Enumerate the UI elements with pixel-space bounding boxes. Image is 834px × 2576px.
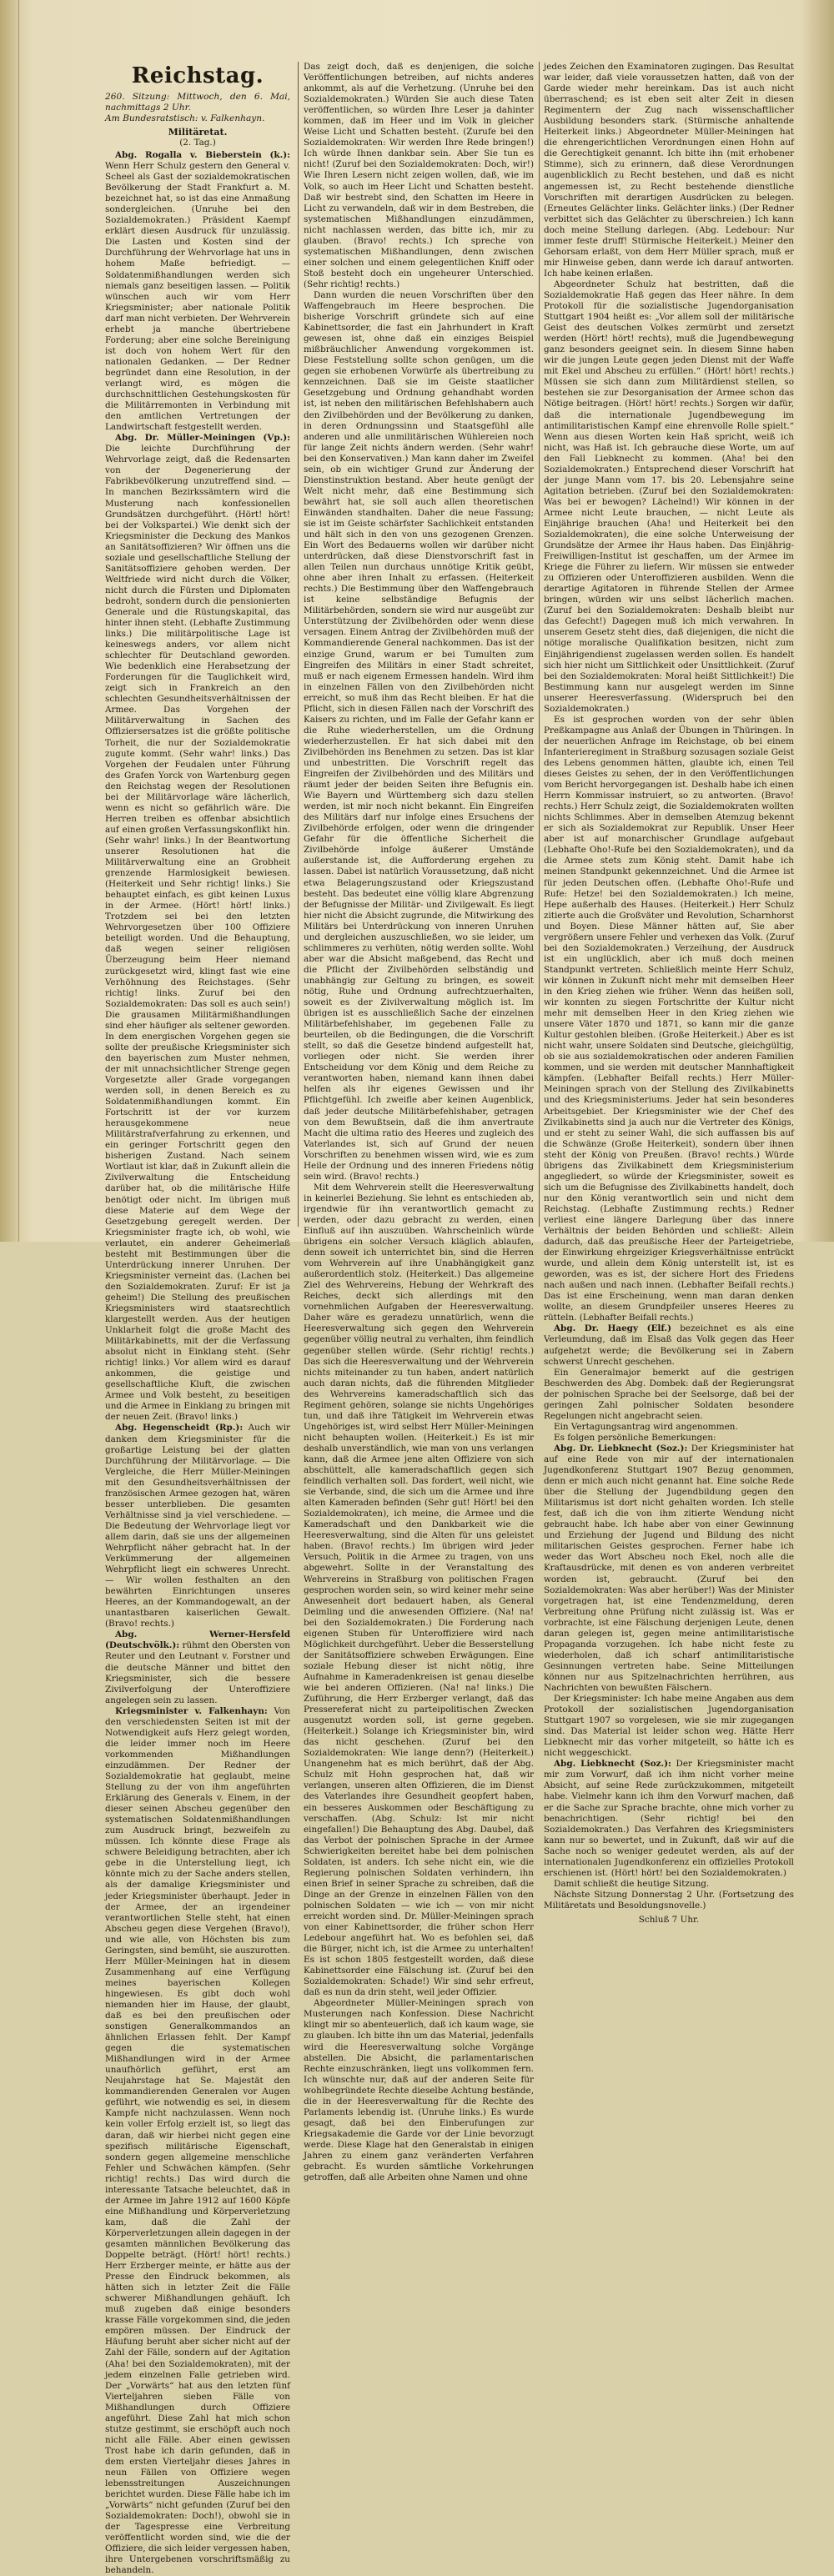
paragraph-text: Die leichte Durchführung der Wehrvorlage zeigt, daß die Redensarten von der Degenerierung der Fabrikbevölkerung unzutreffend sind. — In manchen Bezirkssämtern wird die Musterung nach konfessionellen Grundsätzen durchgeführt. (Hört! hört! bei der Volkspartei.) Wie denkt sich der Kriegsminister die Deckung des Mankos an Sanitätsoffizieren? Wir öffnen uns die soziale und gesellschaftliche Stellung der Sanitätsoffiziere gehoben werden. Der Weltfriede wird nicht durch die Völker, nicht durch die Fürsten und Diplomaten bedroht, sondern durch die pensionierten Generale und die Rüstungskapital, das hinter ihnen steht. (Lebhafte Zustimmung links.) Die militärpolitische Lage ist keineswegs anders, vor allem nicht schlechter für Deutschland geworden. Wie bedenklich eine Herabsetzung der Forderungen für die Tauglichkeit wird, zeigt sich in Frankreich an den schlechten Gesundheitsverhältnissen der Armee. Das Vorgehen der Militärverwaltung in Sachen des Offiziersersatzes ist die größte politische Torheit, die nur der Sozialdemokratie zugute kommt. (Sehr wahr! links.) Das Vorgehen der Feudalen unter Führung des Grafen Yorck von Wartenburg gegen den Reichstag wegen der Resolutionen bei der Militärvorlage wäre lächerlich, wenn es nicht so gefährlich wäre. Die Herren treiben es offenbar absichtlich auf einen großen Verfassungskonflikt hin. (Sehr wahr! links.) In der Beantwortung unserer Resolutionen hat die Militärverwaltung eine an Grobheit grenzende Harmlosigkeit bewiesen. (Heiterkeit und Sehr richtig! links.) Sie behauptet einfach, es gibt keinen Luxus in der Armee. (Hört! hört! links.) Trotzdem sei bei den letzten Wehrvorgesetzen über 100 Offiziere beteiligt worden. Und die Behauptung, daß wegen seiner religiösen Überzeugung beim Heer niemand zurückgesetzt wird, klingt fast wie eine Verhöhnung des Reichstages. (Sehr richtig! links. Zuruf bei den Sozialdemokraten: Das soll es auch sein!) Die grausamen Militärmißhandlungen sind eher häufiger als seltener geworden. In dem energischen Vorgehen gegen sie sollte der preußische Kriegsminister sich den bayerischen zum Muster nehmen, der mit unnachsichtlicher Strenge gegen Vorgesetzte aller Grade vorgegangen werden soll, in denen Bereich es zu Soldatenmißhandlungen kommt. Ein Fortschritt ist der vor kurzem herausgekommene neue Militärstrafverfahrung zu erkennen, und ein geringer Fortschritt gegen den bisherigen Zustand. Nach seinem Wortlaut ist klar, daß in Zukunft allein die Zivilverwaltung die Entscheidung darüber hat, ob die militärische Hilfe benötigt oder nicht. Im übrigen muß diese Materie auf dem Wege der Gesetzgebung geregelt werden. Der Kriegsminister fragte ich, ob wohl, wie verlautet, ein anderer Geheimerlaß besteht mit Bestimmungen über die Unterdrückung innerer Unruhen. Der Kriegsminister verneint das. (Lachen bei den Sozialdemokraten. Zuruf: Er ist ja geheim!) Die Stellung des preußischen Kriegsministers wird staatsrechtlich klargestellt werden. Aus der heutigen Unklarheit folgt die große Macht des Militärkabinetts, mit der die Verfassung absolut nicht in Einklang steht. (Sehr richtig! links.) Vor allem wird es darauf ankommen, die geistige und gesellschaftliche Kluft, die zwischen Armee und Volk besteht, zu beseitigen und die Armee in Einklang zu bringen mit der neuen Zeit. (Bravo! links.) (105, 444, 290, 1423)
speaker-name: Abg. Dr. Liebknecht (Soz.): (554, 1443, 688, 1454)
paragraph-text: Der Kriegsminister macht mir zum Vorwurf, daß ich ihm nicht vorher meine Absicht, auf seine Rede zurückzukommen, mitgeteilt habe. Vielmehr kann ich ihm den Vorwurf machen, daß er die Sache zur Sprache brachte, ohne mich vorher zu benachrichtigen. (Sehr richtig! bei den Sozialdemokraten.) Das Verfahren des Kriegsministers kann nur so bewertet, und in Zukunft, daß wir auf die Sache noch so weniger gedeutet werden, als auf der internationalen Jugendkonferenz ein offizielles Protokoll erschienen ist. (Hört! hört! bei den Sozialdemokraten.) (544, 1759, 794, 1878)
paragraph: Es ist gesprochen worden von der sehr üblen Preßkampagne aus Anlaß der Übungen in Thüringen. In der neuerlichen Anfrage im Reichstage, ob bei einem Infanterieregiment in Straßburg sozusagen soziale Geist des Lebens genommen hätten, glaubte ich, einen Teil dieses Geistes zu sehen, der in den Veröffentlichungen vom Bericht hervorgegangen ist. Deshalb habe ich einen Herrn Kommissar instruiert, so zu antworten. (Bravo! rechts.) Herr Schulz zeigt, die Sozialdemokraten wollten nichts Schlimmes. Aber in demselben Atemzug bekennt er sich als Sozialdemokrat zur Republik. Unser Heer aber ist auf monarchischer Grundlage aufgebaut (Lebhafte Oho!-Rufe bei den Sozialdemokraten), und da die Armee stets zum König steht. Damit habe ich meinen Standpunkt gekennzeichnet. Und die Armee ist für jeden Deutschen offen. (Lebhafte Oho!-Rufe und Rufe: Hetze! bei den Sozialdemokraten.) Ich meine, Hepe außerhalb des Hauses. (Heiterkeit.) Herr Schulz zitierte auch die Großväter und Revolution, Scharnhorst und Boyen. Diese Männer hätten auf, Sie aber vergrößern unsere Fehler und verhexen das Volk. (Zuruf bei den Sozialdemokraten.) Verzeihung, der Ausdruck ist ein unglücklich, aber ich muß doch meinen Standpunkt vertreten. Schließlich meinte Herr Schulz, wir können in Zukunft nicht mehr mit demselben Heer in den Krieg ziehen wie früher. Wenn das heißen soll, wir konnten zu siegen Fortschritte der Kultur nicht mehr mit demselben Heer in den Krieg ziehen wie unsere Väter 1870 und 1871, so kann mir die ganze Kultur gestohlen bleiben. (Große Heiterkeit.) Aber es ist nicht wahr, unsere Soldaten sind Deutsche, gleichgültig, ob sie aus sozialdemokratischen oder anderen Familien kommen, und sie werden mit deutscher Mannhaftigkeit kämpfen. (Lebhafter Beifall rechts.) Herr Müller-Meiningen sprach von der Stellung des Zivilkabinetts und des Kriegsministeriums. Jeder hat sein besonderes Arbeitsgebiet. Der Kriegsminister wie der Chef des Zivilkabinetts sind ja auch nur die Vertreter des Königs, und er steht zu seiner Wahl, die sich auffassen bis auf die Schwänze (Große Heiterkeit), sondern über ihnen steht der König von Preußen. (Bravo! rechts.) Würde übrigens das Zivilkabinett dem Kriegsministerium angegliedert, so würde der Kriegsminister, soweit es sich um die Befugnisse des Zivilkabinetts handelt, doch nur den König verantwortlich sein und nicht dem Reichstag. (Lebhafte Zustimmung rechts.) Redner verliest eine längere Darlegung über das innere Verhältnis der beiden Behörden und schließt: Allein dadurch, daß das preußische Heer der Parteigetriebe, der Einwirkung ehrgeiziger Kriegsverhältnisse entrückt wurde, und allein dem König unterstellt ist, ist es geworden, was es ist, der sichere Hort des Friedens nach außen und nach innen. (Lebhafter Beifall rechts.) Das ist eine Erscheinung, wenn man daran denken wollte, an diesem Grundpfeiler unseres Heeres zu rütteln. (Lebhafter Beifall rechts.) (544, 714, 794, 1323)
paragraph (105, 1629, 290, 1705)
paragraph: Der Kriegsminister: Ich habe meine Angaben aus dem Protokoll der sozialistischen Jugendorganisation Stuttgart 1907 so vorgelesen, wie sie mir zugegangen sind. Das Material ist leider schon weg. Hätte Herr Liebknecht mir das vorher mitgeteilt, so hätte ich es nicht weggeschickt. (544, 1694, 794, 1759)
page-binding-edge (0, 0, 19, 1242)
paragraph (544, 1323, 794, 1367)
paragraph (544, 1759, 794, 1879)
column-rule (539, 62, 540, 1227)
speaker-name: Abg. Hegenscheidt (Rp.): (115, 1423, 244, 1434)
column-2 (304, 62, 534, 2183)
paragraph: Ein Vertagungsantrag wird angenommen. (554, 1421, 738, 1432)
speaker-name: Abg. Rogalla v. Bieberstein (k.): (115, 150, 290, 160)
paragraph-text: Auch wir danken dem Kriegsminister für die großartige Leistung bei der glatten Durchführung der Militärvorlage. — Die Vergleiche, die Herr Müller-Meiningen mit den Gesundheitsverhältnissen der französischen Armee gezogen hat, wären besser unterblieben. Die gesamten Verhältnisse sind ja viel verschiedene. — Die Bedeutung der Wehrvorlage liegt vor allem darin, daß sie uns der allgemeinen Wehrpflicht näher gebracht hat. In der Verkümmerung der allgemeinen Wehrpflicht liegt ein schweres Unrecht. — Wir wollen festhalten an den bewährten Einrichtungen unseres Heeres, an der Kommandogewalt, an der unantastbaren kaiserlichen Gewalt. (Bravo! rechts.) (105, 1423, 290, 1629)
speaker-name: Abg. Dr. Müller-Meiningen (Vp.): (115, 433, 290, 444)
article-title: Reichstag. (131, 63, 264, 88)
paper-edge-shadow (801, 0, 834, 1242)
session-line: 260. Sitzung: Mittwoch, den 6. Mai, nachmittags 2 Uhr. (105, 92, 290, 113)
paragraph (105, 1706, 290, 2576)
paragraph (544, 1444, 794, 1694)
paragraph: Abgeordneter Müller-Meiningen sprach von Musterungen nach Konfession. Diese Nachricht klingt mir so abenteuerlich, daß ich kaum wage, sie zu glauben. Ich bitte ihn um das Material, jedenfalls wird die Heeresverwaltung solche Vorgänge abstellen. Die Absicht, die parlamentarischen Rechte einzuschränken, liegt uns vollkommen fern. Ich wünschte nur, daß auf der anderen Seite für wohlbegründete Rechte dieselbe Achtung bestände, die in der Heeresverwaltung für die Rechte des Parlaments lebendig ist. (Unruhe links.) Es wurde gesagt, daß bei den Einberufungen zur Kriegsakademie die Garde vor der Linie bevorzugt werde. Diese Klage hat den Generalstab in einigen Jahren zu einem ganz veränderten Verfahren gebracht. Es wurden sämtliche Vorkehrungen getroffen, daß alle Arbeiten ohne Namen und ohne (304, 1998, 534, 2183)
speaker-name: Abg. Dr. Haegy (Elf.) (554, 1323, 671, 1334)
closing-line: Schluß 7 Uhr. (638, 1914, 700, 1925)
paragraph: jedes Zeichen den Examinatoren zugingen. Das Resultat war leider, daß viele voraussetzen hatten, daß von der Garde wieder mehr hereinkam. Das ist auch nicht überraschend; es ist eben seit alter Zeit in diesen Regimentern der Zug nach wissenschaftlicher Ausbildung besonders stark. (Stürmische anhaltende Heiterkeit links.) Abgeordneter Müller-Meiningen hat die ehrengerichtlichen Verordnungen einen Hohn auf die Gerechtigkeit genannt. Ich bitte ihn (mit erhobener Stimme), sich zu erinnern, daß diese Verordnungen augenblicklich zu Recht bestehen, und daß es nicht angemessen ist, zu Recht bestehende dienstliche Vorschriften mit derartigen Ausdrücken zu belegen. (Erneutes Gelächter links. Gelächter links.) (Der Redner verbittet sich das Gelächter zu überschreien.) Ich kann doch meine Stellung darlegen. (Abg. Ledebour: Nur immer feste druff! Stürmische Heiterkeit.) Meiner den Gehorsam erlaßt, von dem Herr Müller sprach, muß er mir Hinweise geben, dann werde ich darauf antworten. Ich habe keinen erlaßen. (544, 62, 794, 279)
paragraph (105, 150, 290, 433)
paragraph-text: bezeichnet es als eine Verleumdung, daß im Elsaß das Volk gegen das Heer aufgehetzt werde; die Bevölkerung sei in Zabern schwerst Unrecht geschehen. (544, 1323, 794, 1367)
column-1 (105, 62, 290, 2576)
paragraph-text: Wenn Herr Schulz gestern den General v. Scheel als Gast der sozialdemokratischen Bevölkerung der Stadt Frankfurt a. M. bezeichnet hat, so ist das eine Anmaßung sondergleichen. (Unruhe bei den Sozialdemokraten.) Präsident Kaempf erklärt diesen Ausdruck für unzulässig. Die Lasten und Kosten sind der Durchführung der Wehrvorlage hat uns in hohem Maße befriedigt. — Soldatenmißhandlungen werden sich niemals ganz beseitigen lassen. — Politik wünschen auch wir vom Herr Kriegsminister; aber nationale Politik darf man nicht verbieten. Der Wehrverein erhebt ja manche übertriebene Forderung; aber eine solche Bereinigung ist doch von hohem Wert für den nationalen Gedanken. — Der Redner begründet dann eine Resolution, in der verlangt wird, es mögen die durchschnittlichen Gestehungskosten für die Militärremonten in Verbindung mit den amtlichen Vertretungen der Landwirtschaft festgestellt werden. (105, 161, 290, 433)
ministry-line: Am Bundesratstisch: v. Falkenhayn. (105, 113, 265, 123)
paragraph: Ein Generalmajor bemerkt auf die gestrigen Beschwerden des Abg. Dombek: daß der Regierungsrat der polnischen Sprache bei der Seelsorge, daß bei der geringen Zahl polnischer Soldaten besondere Regelungen nicht angebracht seien. (544, 1367, 794, 1421)
paragraph: Das zeigt doch, daß es denjenigen, die solche Veröffentlichungen betreiben, auf nichts anderes ankommt, als auf die Verhetzung. (Unruhe bei den Sozialdemokraten.) Würden Sie auch diese Taten veröffentlichen, so würden Ihre Leser ja dahinter kommen, daß im Heer und im Volk in gleicher Weise Licht und Schatten besteht. (Zurufe bei den Sozialdemokraten: Wir werden Ihre Rede bringen!) Ich würde Ihnen dankbar sein. Aber Sie tun es nicht! (Zuruf bei den Sozialdemokraten: Doch, wir!) Wie Ihren Lesern nicht zeigen wollen, daß, wie im Volk, so auch im Heer Licht und Schatten besteht. Daß wir bestrebt sind, den Schatten im Heere in Licht zu verwandeln, daß wir in dem Bestreben, die systematischen Mißhandlungen einzudämmen, nicht nachlassen werden, das bitte ich, mir zu glauben. (Bravo! rechts.) Ich spreche von systematischen Mißhandlungen, denn zwischen einer solchen und einem gelegentlichen Kniff oder Stoß besteht doch ein ungeheurer Unterschied. (Sehr richtig! rechts.) (304, 62, 534, 289)
paragraph: Damit schließt die heutige Sitzung. (554, 1878, 710, 1889)
paragraph: Nächste Sitzung Donnerstag 2 Uhr. (Fortsetzung des Militäretats und Besoldungsnovelle.) (544, 1889, 794, 1911)
paragraph-text: Von den verschiedensten Seiten ist mit der Notwendigkeit aufs Herz gelegt worden, die leider immer noch im Heere vorkommenden Mißhandlungen einzudämmen. Der Redner der Sozialdemokratie hat geglaubt, meine Stellung zu der von ihm angeführten Erklärung des Generals v. Einem, in der dieser seinen Abscheu gegenüber den systematischen Soldatenmißhandlungen zum Ausdruck bringt, bezweifeln zu müssen. Ich könnte diese Frage als schwere Beleidigung betrachten, aber ich gebe in die Unterstellung liegt, ich könnte mich zu der Sache anders stellen, als der damalige Kriegsminister und jeder Kriegsminister überhaupt. Jeder in der Armee, der an irgendeiner verantwortlichen Stelle steht, hat einen Abscheu gegen diese Vergehen (Bravo!), und wie alle, von Höchsten bis zum Geringsten, sind bemüht, sie auszurotten. Herr Müller-Meiningen hat in diesem Zusammenhang auf eine Verfügung meines bayerischen Kollegen hingewiesen. Es gibt doch wohl niemanden hier im Hause, der glaubt, daß es bei den preußischen oder sonstigen Generalkommandos an ähnlichen Erlassen fehlt. Der Kampf gegen die systematischen Mißhandlungen wird in der Armee unaufhörlich geführt, erst am Neujahrstage hat Se. Majestät den kommandierenden Generalen vor Augen geführt, wie notwendig es sei, in diesem Kampfe nicht nachzulassen. Wenn noch kein voller Erfolg erzielt ist, so liegt das daran, daß wir hierbei nicht gegen eine spezifisch militärische Eigenschaft, sondern gegen allgemeine menschliche Fehler und Schwächen kämpfen. (Sehr richtig! rechts.) Das wird durch die interessante Tatsache beleuchtet, daß in der Armee im Jahre 1912 auf 1600 Köpfe eine Mißhandlung und Körperverletzung kam, daß die Zahl der Körperverletzungen allein dagegen in der gesamten männlichen Bevölkerung das Doppelte beträgt. (Hört! hört! rechts.) Herr Erzberger meinte, er hätte aus der Presse den Eindruck bekommen, als hätten sich in letzter Zeit die Fälle schwerer Mißhandlungen gehäuft. Ich muß zugeben daß einige besonders krasse Fälle vorgekommen sind, die jeden empören müssen. Der Eindruck der Häufung beruht aber sicher nicht auf der Zahl der Fälle, sondern auf der Agitation (Aha! bei den Sozialdemokraten), mit der jedem einzelnen Falle getrieben wird. Der „Vorwärts“ hat aus den letzten fünf Vierteljahren sieben Fälle von Mißhandlungen durch Offiziere angeführt. Diese Zahl hat mich schon stutze gestimmt, sie erschöpft auch noch nicht alle Fälle. Aber einen gewissen Trost habe ich darin gefunden, daß in dem ersten Vierteljahr dieses Jahres in neun Fällen von Offiziere wegen lebensstreitungen Auszeichnungen berichtet wurden. Diese Fälle habe ich im „Vorwärts“ nicht gefunden (Zuruf bei den Sozialdemokraten: Doch!), obwohl sie in der Tagespresse eine Verbreitung veröffentlicht worden sind, wie die der Offiziere, die sich leider vergessen haben, ihre Untergebenen vorschriftsmäßig zu behandeln. (105, 1705, 290, 2576)
speaker-name: Kriegsminister v. Falkenhayn: (115, 1705, 268, 1716)
column-3 (544, 62, 794, 1925)
speaker-name: Abg. Werner-Hersfeld (Deutschvölk.): (105, 1629, 290, 1651)
agenda-day: (2. Tag.) (179, 138, 216, 148)
speaker-name: Abg. Liebknecht (Soz.): (554, 1759, 671, 1770)
paragraph-text: Der Kriegsminister hat auf eine Rede von mir auf der internationalen Jugendkonferenz Stuttgart 1907 Bezug genommen, denn er mich auch nicht genannt hat. Eine solche Rede über die Stellung der Jugendbildung gegen den Militarismus ist dort nicht gehalten worden. Ich stelle fest, daß ich die von ihm zitierte Wendung nicht gebraucht habe. Ich habe aber von einer Gewinnung und Erziehung der Jugend und Bildung des nicht militarischen Geistes gesprochen. Ferner habe ich weder das Wort Abscheu noch Ekel, noch alle die Kraftausdrücke, mit denen es von anderen verbreitet worden ist, gebraucht. (Zuruf bei den Sozialdemokraten: Was aber herüber!) Was der Minister vorgetragen hat, ist eine Tendenzmeldung, deren Verbreitung ohne Prüfung nicht zulässig ist. Was er vorbrachte, ist eine Fälschung derjenigen Leute, denen daran gelegen ist, gegen meine antimilitaristische Propaganda vorzugehen. Ich habe nicht feste zu wiederholen, daß ich scharf antimilitaristische Gesinnungen vertreten habe. Seine Mitteilungen können nur aus Spitzelnachrichten herrühren, aus Nachrichten von bewußten Fälschern. (544, 1443, 794, 1693)
agenda-heading: Militäretat. (168, 127, 228, 138)
paragraph (105, 1423, 290, 1629)
paragraph: Mit dem Wehrverein stellt die Heeresverwaltung in keinerlei Beziehung. Sie lehnt es entschieden ab, irgendwie für ihn verantwortlich gemacht zu werden, oder dazu gebracht zu werden, einen Einfluß auf ihn auszuüben. Wahrscheinlich würde übrigens ein solcher Versuch kläglich ablaufen, denn soweit ich unterrichtet bin, sind die Herren vom Wehrverein auf ihre Unabhängigkeit ganz außerordentlich stolz. (Heiterkeit.) Das allgemeine Ziel des Wehrvereins, Hebung der Wehrkraft des Reiches, deckt sich allerdings mit den vornehmlichen Aufgaben der Heeresverwaltung. Daher wäre es geradezu unnatürlich, wenn die Heeresverwaltung sich gegen den Wehrverein gegenüber völlig neutral zu verhalten, ihm feindlich gegenüber stellen würde. (Sehr richtig! rechts.) Das sich die Heeresverwaltung und der Wehrverein nichts miteinander zu tun haben, andert natürlich auch daran nichts, daß die führenden Mitglieder des Wehrvereins kameradschaftlich sich das Regiment gehören, solange sie nichts Ungehöriges tun, und daß ihre Tätigkeit im Wehrverein etwas Ungehöriges ist, wird selbst Herr Müller-Meiningen nicht behaupten wollen. (Heiterkeit.) Es ist mir deshalb unverständlich, wie man von uns verlangen kann, daß die Armee jene alten Offiziere von sich abschüttelt, alle kameradschaftlich gegen sich feindlich verhalten soll. Das fordert, weil nicht, wie sie Verbande, sind, die sich um die Armee und ihre alten Kameraden befinden (Sehr gut! Hört! bei den Sozialdemokraten), ich meine, die Armee und die Kameradschaft und den Dankbarkeit wie die Heeresverwaltung, sind die Alten für uns geleistet haben. (Bravo! rechts.) Im übrigen wird jeder Versuch, Politik in die Armee zu tragen, von uns abgewehrt. Sollte in der Veranstaltung des Wehrvereins in Straßburg von politischen Fragen gesprochen worden sein, so wird keiner mehr seine Anwesenheit dort bedauert haben, als General Deimling und die anwesenden Offiziere. (Na! na! bei den Sozialdemokraten.) Die Forderung nach eigenen Stuben für Unteroffiziere wird nach Möglichkeit durchgeführt. Ueber die Besserstellung der Sanitätsoffiziere schweben Erwägungen. Eine soziale Hebung dieser ist nicht nötig, ihre Aufnahme in Kameradenkreisen ist genau dieselbe wie bei anderen Offizieren. (Na! na! links.) Die Zuführung, die Herr Erzberger verlangt, daß das Pressereferat nicht zu parteipolitischen Zwecken ausgenutzt worden soll, ist gerne gegeben. (Heiterkeit.) Solange ich Kriegsminister bin, wird das nicht geschehen. (Zuruf bei den Sozialdemokraten: Wie lange denn?) (Heiterkeit.) Unangenehm hat es mich berührt, daß der Abg. Schulz mit Hohn gesprochen hat, daß wir verlangen, unseren alten Offizieren, die im Dienst des Vaterlandes ihre Gesundheit geopfert haben, ein besseres Auskommen oder Beschäftigung zu verschaffen. (Abg. Schulz: Ist mir nicht eingefallen!) Die Behauptung des Abg. Daubel, daß das Verbot der polnischen Sprache in der Armee Schwierigkeiten bereitet habe bei dem polnischen Soldaten, ist anders. Ich sehe nicht ein, wie die Regierung polnischen Soldaten verhindern, ihn einen Brief in seiner Sprache zu schreiben, daß die Dinge an der Grenze in einzelnen Fällen von den polnischen Soldaten — wie ich — von mir nicht erreicht worden sind. Dr. Müller-Meiningen sprach von einer Kabinettsorder, die früher schon Herr Ledebour angeführt hat. Wo es befohlen sei, daß die Bürger, nicht ich, ist die Armee zu unterhalten! Es ist schon 1805 festgestellt worden, daß diese Kabinettsorder eine Fälschung ist. (Zuruf bei den Sozialdemokraten: Schade!) Wir sind sehr erfreut, daß es nun da drin steht, weil jeder Offizier. (304, 1182, 534, 1998)
paragraph: Dann wurden die neuen Vorschriften über den Waffengebrauch im Heere besprochen. Die bisherige Vorschrift gründete sich auf eine Kabinettsorder, die fast ein Jahrhundert in Kraft gewesen ist, ohne daß ein einziges Beispiel mißbräuchlicher Anwendung vorgekommen ist. Diese Feststellung sollte schon genügen, um die gegen sie erhobenen Vorwürfe als übertreibung zu kennzeichnen. Daß sie im Geiste staatlicher Gesetzgebung und Ordnung gehandhabt worden ist, ist neben den militärischen Befehlshabern auch den Zivilbehörden und der Bevölkerung zu danken, in deren Ordnungssinn und Staatsgefühl alle anderen und alle unmilitärischen Wühlereien noch für lange Zeit nichts ändern werden. (Sehr wahr! bei den Konservativen.) Man kann daher im Zweifel sein, ob ein wichtiger Grund zur Änderung der Dienstinstruktion bestand. Aber heute genügt der Welt nicht mehr, daß eine Bestimmung sich bewährt hat, sie soll auch allen theoretischen Einwänden standhalten. Daher die neue Fassung; sie ist im Geiste schärfster Sachlichkeit entstanden und hält sich in den von uns gezogenen Grenzen. Ein Wort des Bedauerns wollen wir darüber nicht unterdrücken, daß diese Dienstvorschrift fast in allen Teilen nun durchaus unnötige Kritik geübt, ohne aber ihren Inhalt zu erfassen. (Heiterkeit rechts.) Die Bestimmung über den Waffengebrauch ist keine selbständige Befugnis der Militärbehörden, sondern sie wird nur ausgeübt zur Unterstützung der Zivilbehörden oder wenn diese versagen. Einem Antrag der Zivilbehörden muß der Kommandierende General nachkommen. Das ist der einzige Grund, warum er bei Tumulten zum Eingreifen des Militärs in einer Stadt schreitet, muß er nach eigenem Ermessen handeln. Wird ihm in einzelnen Fällen von den Zivilbehörden nicht erreicht, so muß ihm das Recht bleiben. Er hat die Pflicht, sich in diesen Fällen nach der Vorschrift des Kaisers zu richten, und im Falle der Gefahr kann er die Ruhe wiederherstellen, um die Ordnung wiederherzustellen. Er hat sich dabei mit den Zivilbehörden ins Benehmen zu setzen. Das ist klar und unbestritten. Die Vorschrift regelt das Eingreifen der Zivilbehörden und des Militärs und räumt jeder der beiden Seiten ihre Befugnis ein. Wie Bayern und Württemberg sich dazu stellen werden, ist mir noch nicht bekannt. Ein Eingreifen des Militärs darf nur infolge eines Ersuchens der Zivilbehörde erfolgen, oder wenn die dringender Gefahr für die öffentliche Sicherheit die Zivilbehörde infolge äußerer Umstände außerstande ist, die Aufforderung ergehen zu lassen. Dabei ist natürlich Voraussetzung, daß nicht etwa Belagerungszustand oder Kriegszustand besteht. Das bedeutet eine völlig klare Abgrenzung der Befugnisse der Militär- und Zivilgewalt. Es liegt hier nicht die Absicht zugrunde, die Mitwirkung des Militärs bei Unterdrückung von inneren Unruhen und dergleichen auszuschließen, wo sie leider, um schlimmeres zu verhüten, nötig werden sollte. Wohl aber war die Absicht maßgebend, das Recht und die Pflicht der Zivilbehörden selbständig und unabhängig zur Geltung zu bringen, es soweit nötig, Ruhe und Ordnung aufrechtzuerhalten, soweit es der Zivilverwaltung möglich ist. Im übrigen ist es ausschließlich Sache der einzelnen Militärbefehlshaber, im gegebenen Falle zu beurteilen, ob die Bedingungen, die die Vorschrift stellt, so daß die Gesetze bindend aufgestellt hat, vorliegen oder nicht. Sie werden ihrer Entscheidung vor dem König und dem Reiche zu verantworten haben, niemand kann ihnen dabei helfen als ihr eigenes Gewissen und ihr Pflichtgefühl. Ich zweifle aber keinen Augenblick, daß jeder deutsche Militärbefehlshaber, getragen von dem Bewußtsein, daß die ihm anvertraute Macht die ultima ratio des Heeres und zugleich des Vaterlandes ist, sich auf Grund der neuen Vorschriften zu benehmen wissen wird, wie es zum Heile der Ordnung und des inneren Friedens nötig sein wird. (Bravo! rechts.) (304, 289, 534, 1182)
paragraph (105, 433, 290, 1423)
paragraph: Es folgen persönliche Bemerkungen: (554, 1432, 716, 1443)
paragraph: Abgeordneter Schulz hat bestritten, daß die Sozialdemokratie Haß gegen das Heer nähre. In dem Protokoll für die sozialistische Jugendorganisation Stuttgart 1904 heißt es: „Vor allem soll der militärische Geist des deutschen Volkes zermürbt und zersetzt werden (Hört! hört! rechts), muß die Jugendbewegung ganz besonders geeignet sein. In diesem Sinne haben wir die jungen Leute gegen jeden Dienst mit der Waffe mit Ekel und Abscheu zu erfüllen.“ (Hört! hört! rechts.) Müssen sie sich dann zum Militärdienst stellen, so bestehen sie zur Desorganisation der Armee schon das Nötige beitragen. (Hört! hört! rechts.) Sorgen wir dafür, daß die internationale Jugendbewegung im antimilitaristischen Kampf eine ehrenvolle Rolle spielt.“ Wenn aus diesen Worten kein Haß spricht, weiß ich nicht, was Haß ist. Ich gebrauche diese Worte, um auf den Fall Liebknecht zu kommen. (Aha! bei den Sozialdemokraten.) Entsprechend dieser Vorschrift hat der junge Mann vom 17. bis 20. Lebensjahre seine Agitation betrieben. (Zuruf bei den Sozialdemokraten: Was bei er bewogen? Lächelnd!) Wir können in der Armee nicht Leute brauchen, — nicht Leute als Einjährige brauchen (Aha! und Heiterkeit bei den Sozialdemokraten), die eine solche Unterweisung der Grundsätze der Armee ihr Haus haben. Das Einjährig-Freiwilligen-Institut ist geschaffen, um der Armee im Kriege die Führer zu liefern. Wir müssen sie entweder zu Offizieren oder Unteroffizieren ausbilden. Wenn die derartige Agitatoren in führende Stellen der Armee bringen, würden wir uns selbst lächerlich machen. (Zuruf bei den Sozialdemokraten: Deshalb bleibt nur das Gefecht!) Dagegen muß ich mich verwahren. In unserem Gesetz steht dies, daß diejenigen, die nicht die nötige moralische Qualifikation besitzen, nicht zum Einjährigendienst zugelassen werden sollen. Es handelt sich hier nicht um Sittlichkeit oder Unsittlichkeit. (Zuruf bei den Sozialdemokraten: Moral heißt Sittlichkeit!) Die Bestimmung kann nur ausgelegt werden im Sinne unserer Heeresverfassung. (Widerspruch bei den Sozialdemokraten.) (544, 279, 794, 714)
paragraph-text: rühmt den Obersten von Reuter und den Leutnant v. Forstner und die deutsche Männer und bittet den Kriegsminister, sich die bessere Zivilverfolgung der Unteroffiziere angelegen sein zu lassen. (105, 1640, 290, 1705)
column-rule (298, 62, 299, 1227)
